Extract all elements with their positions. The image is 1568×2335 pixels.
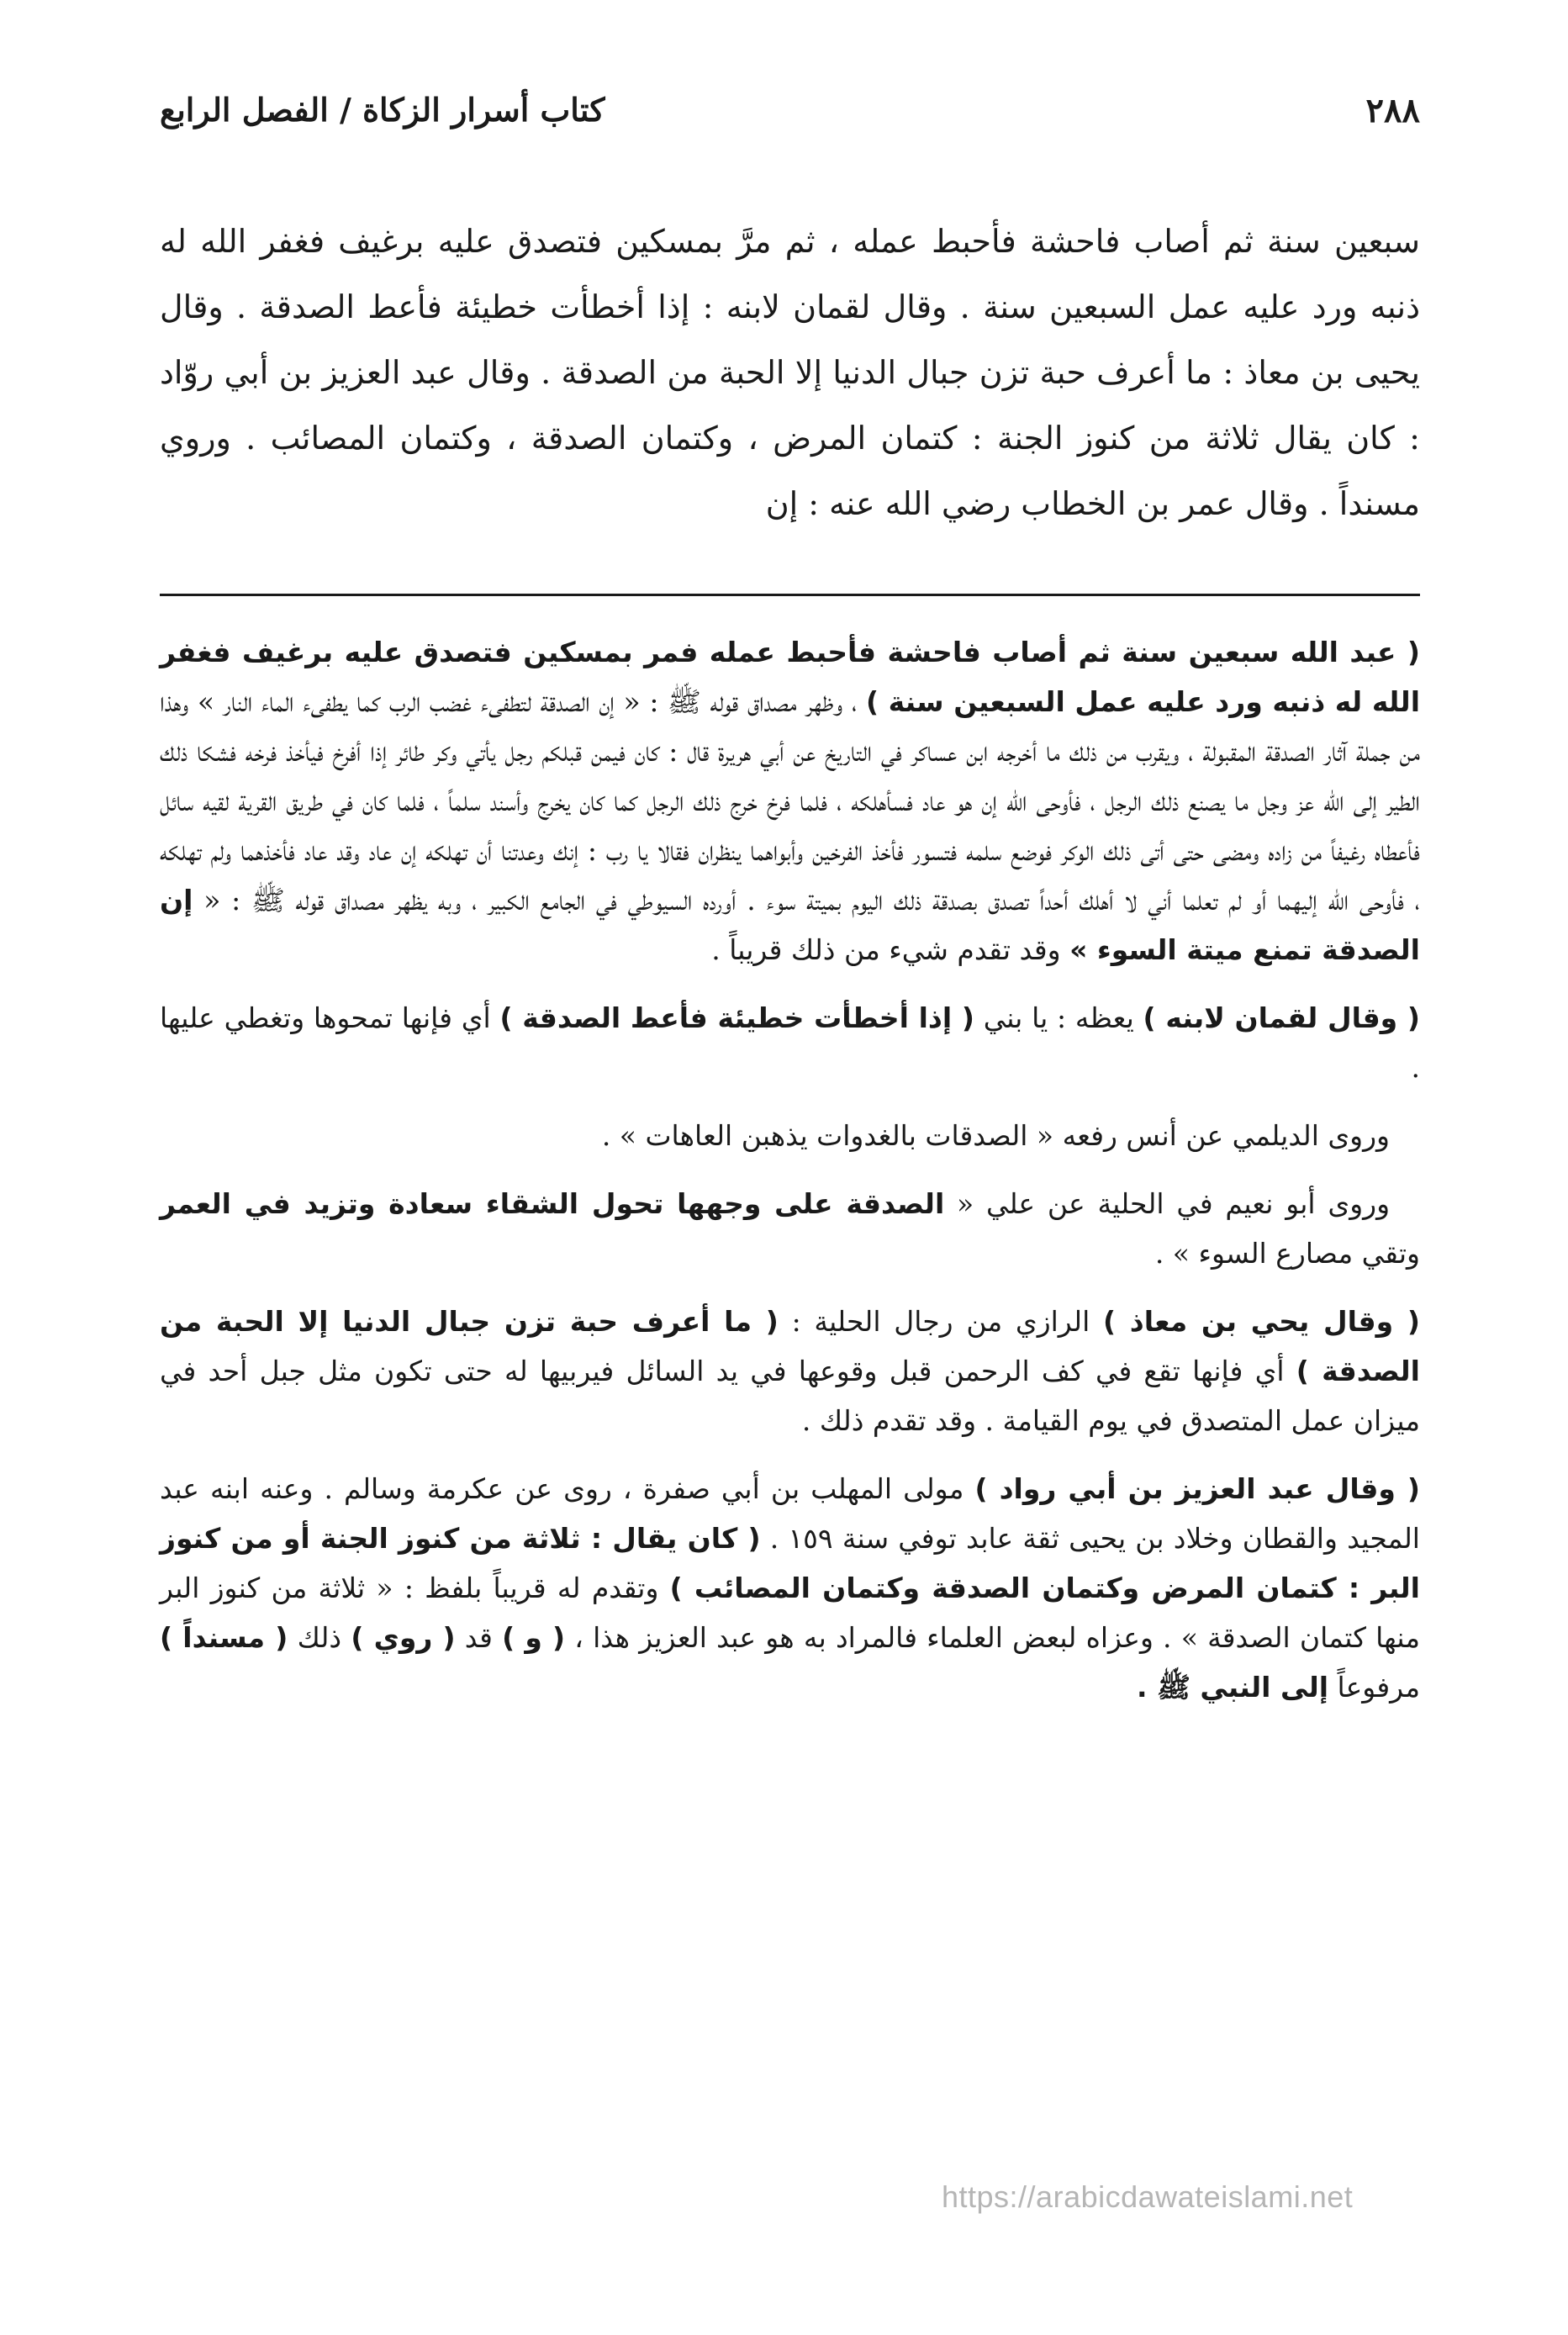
commentary-bold-text: ( وقال عبد العزيز بن أبي رواد )	[974, 1472, 1421, 1505]
commentary-block	[160, 627, 1420, 1730]
page-header	[160, 91, 1420, 145]
commentary-paragraph-5	[160, 1297, 1420, 1445]
commentary-text: مولى المهلب بن أبي صفرة ، روى عن عكرمة وسالم . وعنه ابنه عبد المجيد والقطان وخلاد بن يحيى ثقة عابد توفي سنة ١٥٩ .	[160, 1472, 1420, 1555]
running-title: كتاب أسرار الزكاة / الفصل الرابع	[160, 91, 605, 129]
commentary-text: وتقي مصارع السوء » .	[1154, 1237, 1420, 1270]
commentary-bold-text: الصدقة على وجهها تحول الشقاء سعادة وتزيد في العمر	[160, 1187, 945, 1220]
commentary-bold-text: ( مسنداً )	[160, 1621, 288, 1654]
commentary-text: مرفوعاً	[1337, 1671, 1420, 1704]
commentary-text: أي فإنها تقع في كف الرحمن قبل وقوعها في يد السائل فيربيها له حتى تكون مثل جبل أحد في ميزان عمل المتصدق في يوم القيامة . وقد تقدم ذلك .	[160, 1355, 1420, 1437]
page-number: ٢٨٨	[1365, 91, 1420, 130]
text-divider	[160, 594, 1420, 596]
commentary-text: قد	[464, 1621, 493, 1654]
commentary-bold-text: ( إذا أخطأت خطيئة فأعط الصدقة )	[499, 1001, 974, 1034]
main-text-block	[160, 209, 1420, 536]
commentary-bold-text: ( وقال لقمان لابنه )	[1143, 1001, 1420, 1034]
commentary-bold-text: ( عبد الله سبعين سنة ثم أصاب فاحشة فأحبط عمله فمر بمسكين فتصدق عليه برغيف فغفر الله له ذنبه ورد عليه عمل السبعين سنة )	[160, 636, 1420, 718]
commentary-paragraph-3	[160, 1111, 1420, 1160]
commentary-text: ، وظهر مصداق قوله ﷺ : « إن الصدقة لتطفىء غضب الرب كما يطفىء الماء النار » وهذا من جملة آثار الصدقة المقبولة ، ويقرب من ذلك ما أخرجه ابن عساكر في التاريخ عن أبي هريرة قال : كان فيمن قبلكم رجل يأتي وكر طائر إذا أفرخ فيأخذ فرخه فشكا ذلك الطير إلى الله عز وجل ما يصنع ذلك الرجل ، فأوحى الله إن هو عاد فسأهلكه ، فلما فرخ خرج ذلك الرجل كما كان يخرج وأسند سلماً ، فلما كان في طريق القرية لقيه سائل فأعطاه رغيفاً من زاده ومضى حتى أتى ذلك الوكر فوضع سلمه فتسور فأخذ الفرخين وأبواهما ينظران فقالا يا رب : إنك وعدتنا أن تهلكه إن عاد وقد عاد فأخذهما ولم تهلكه ، فأوحى الله إليهما أو لم تعلما أني لا أهلك أحداً تصدق بصدقة ذلك اليوم بميتة سوء . أورده السيوطي في الجامع الكبير ، وبه يظهر مصداق قوله ﷺ : «	[160, 685, 1420, 917]
commentary-paragraph-1	[160, 627, 1420, 975]
commentary-text: ذلك	[297, 1621, 342, 1654]
commentary-text: وقد تقدم شيء من ذلك قريباً .	[711, 933, 1061, 966]
commentary-bold-text: إن الصدقة تمنع ميتة السوء »	[160, 884, 1420, 966]
commentary-bold-text: ( روي )	[351, 1621, 456, 1654]
commentary-text: أي فإنها تمحوها وتغطي عليها .	[160, 1001, 1420, 1084]
commentary-text: وروى الديلمي عن أنس رفعه « الصدقات بالغدوات يذهبن العاهات » .	[601, 1119, 1390, 1152]
watermark-url: https://arabicdawateislami.net	[942, 2179, 1354, 2214]
commentary-text: الرازي من رجال الحلية :	[791, 1305, 1090, 1338]
commentary-paragraph-6	[160, 1464, 1420, 1712]
commentary-text: يعظه : يا بني	[983, 1001, 1134, 1034]
commentary-text: وتقدم له قريباً بلفظ : « ثلاثة من كنوز البر منها كتمان الصدقة » . وعزاه لبعض العلماء فالمراد به هو عبد العزيز هذا ،	[160, 1572, 1421, 1654]
commentary-paragraph-2	[160, 993, 1420, 1092]
main-text-paragraph: سبعين سنة ثم أصاب فاحشة فأحبط عمله ، ثم مرَّ بمسكين فتصدق عليه برغيف فغفر الله له ذنبه ورد عليه عمل السبعين سنة . وقال لقمان لابنه : إذا أخطأت خطيئة فأعط الصدقة . وقال يحيى بن معاذ : ما أعرف حبة تزن جبال الدنيا إلا الحبة من الصدقة . وقال عبد العزيز بن أبي روّاد : كان يقال ثلاثة من كنوز الجنة : كتمان المرض ، وكتمان الصدقة ، وكتمان المصائب . وروي مسنداً . وقال عمر بن الخطاب رضي الله عنه : إن	[160, 223, 1420, 522]
commentary-bold-text: ( ما أعرف حبة تزن جبال الدنيا إلا الحبة من الصدقة )	[160, 1305, 1420, 1387]
commentary-bold-text: ( و )	[502, 1621, 566, 1654]
commentary-bold-text: ( كان يقال : ثلاثة من كنوز الجنة أو من كنوز البر : كتمان المرض وكتمان الصدقة وكتمان المصائب )	[160, 1522, 1420, 1604]
commentary-text: وروى أبو نعيم في الحلية عن علي «	[957, 1187, 1391, 1220]
commentary-bold-text: ( وقال يحي بن معاذ )	[1102, 1305, 1420, 1338]
commentary-paragraph-4	[160, 1179, 1420, 1278]
commentary-bold-text: إلى النبي ﷺ .	[1137, 1671, 1329, 1704]
